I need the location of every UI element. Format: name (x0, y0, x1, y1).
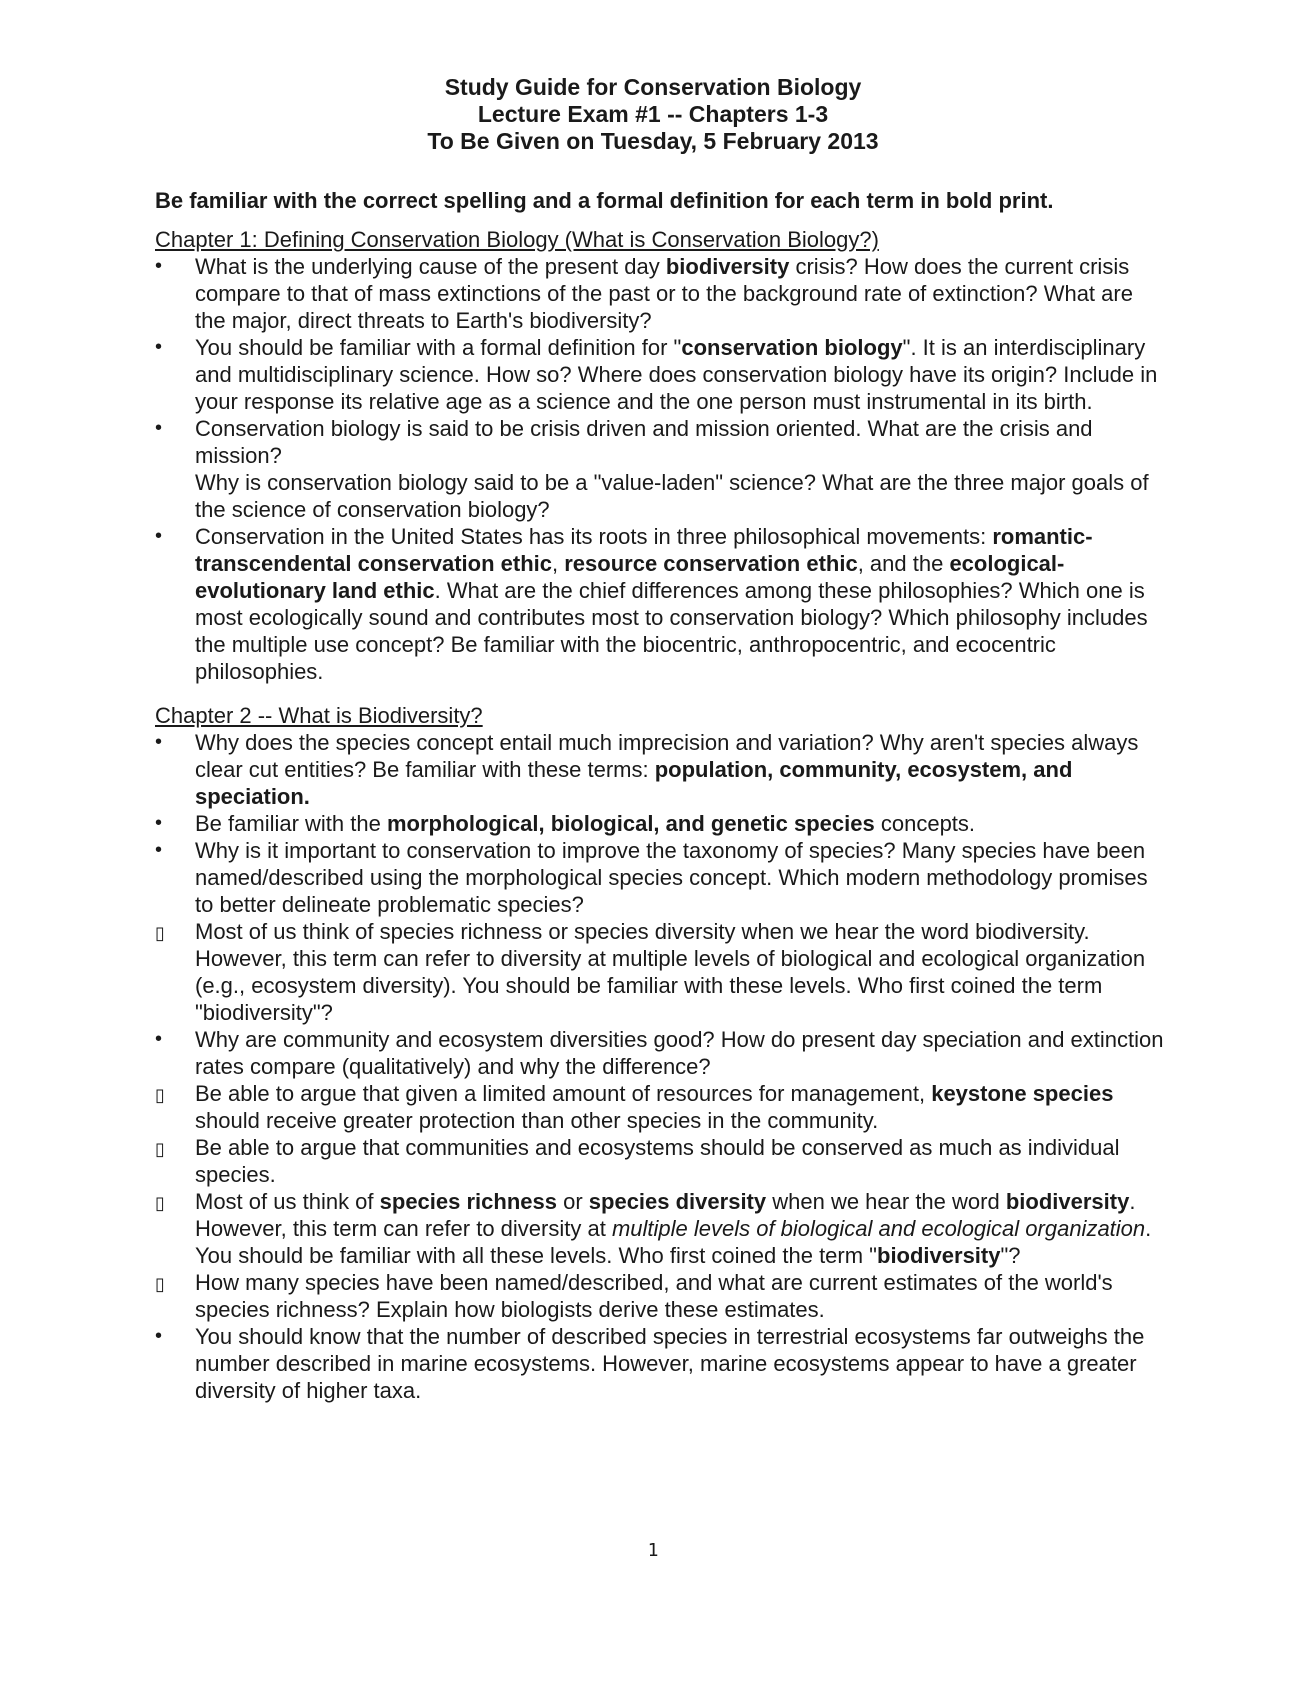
text-run: concepts. (874, 811, 976, 836)
list-item (155, 1323, 1165, 1404)
bold-term: species richness (379, 1189, 557, 1214)
bold-term: biodiversity (1005, 1189, 1130, 1214)
bold-term: resource conservation ethic (564, 551, 858, 576)
list-item (155, 810, 1165, 837)
text-run: You should be familiar with a formal definition for " (195, 335, 682, 360)
text-run: ". It is an interdisciplinary and multidisciplinary science. How so? Where does conservation biology have its origin? Include in your response its relative age as a science and the one person must instrumental in its birth. (195, 335, 1158, 414)
title-line-2: Lecture Exam #1 -- Chapters 1-3 (477, 101, 829, 127)
title-line-3: To Be Given on Tuesday, 5 February 2013 (427, 128, 879, 154)
text-run: Conservation in the United States has its roots in three philosophical movements: (195, 524, 993, 549)
bold-term: romantic-transcendental conservation ethic (195, 524, 1093, 576)
bold-term: population, community, ecosystem, and speciation. (195, 757, 1073, 809)
bold-term: conservation biology (681, 335, 903, 360)
list-item (155, 1134, 1165, 1188)
chapter-2-section (155, 702, 1165, 1404)
text-run: Why does the species concept entail much imprecision and variation? Why aren't species always clear cut entities? Be familiar with these terms: (195, 730, 1139, 782)
bold-term: biodiversity (877, 1243, 1001, 1268)
text-run: , and the (857, 551, 950, 576)
text-run: Most of us think of species richness or species diversity when we hear the word biodiversity. However, this term can refer to diversity at multiple levels of biological and ecological organization (e.g., ecosystem diversity). You should be familiar with these levels. Who first coined the term "biodiversity"? (195, 919, 1146, 1025)
text-run: . However, this term can refer to diversity at (195, 1189, 1136, 1241)
document-title (0, 74, 1306, 155)
chapter-2-heading: Chapter 2 -- What is Biodiversity? (155, 703, 483, 728)
chapter-2-list (155, 729, 1165, 1404)
page-number: 1 (647, 1540, 659, 1561)
list-item (155, 1188, 1165, 1269)
list-item (155, 334, 1165, 415)
chapter-1-section (155, 226, 1165, 685)
text-run: What is the underlying cause of the present day (195, 254, 666, 279)
missing-glyph-marker: ▯ (155, 1274, 165, 1295)
list-item (155, 837, 1165, 918)
list-item (155, 1026, 1165, 1080)
bullet-marker: • (155, 812, 163, 834)
text-run: . What are the chief differences among these philosophies? Which one is most ecologically sound and contributes most to conservation biology? Which philosophy includes the multiple use concept? Be familiar with the biocentric, anthropocentric, and ecocentric philosophies. (195, 578, 1148, 684)
text-run: Be able to argue that given a limited amount of resources for management, (195, 1081, 932, 1106)
bullet-marker: • (155, 336, 163, 358)
bullet-marker: • (155, 839, 163, 861)
item-text (195, 254, 1133, 333)
list-item (155, 415, 1165, 523)
text-run: You should know that the number of described species in terrestrial ecosystems far outweighs the number described in marine ecosystems. However, marine ecosystems appear to have a greater diversity of higher taxa. (195, 1324, 1145, 1403)
text-run: or (556, 1189, 589, 1214)
item-text (195, 1027, 1164, 1079)
text-run: Most of us think of (195, 1189, 380, 1214)
item-text (195, 811, 975, 836)
missing-glyph-marker: ▯ (155, 923, 165, 944)
bullet-marker: • (155, 1028, 163, 1050)
text-run: should receive greater protection than other species in the community. (195, 1108, 879, 1133)
bullet-marker: • (155, 731, 163, 753)
list-item (155, 1080, 1165, 1134)
text-run: "? (1000, 1243, 1021, 1268)
text-run: Be familiar with the (195, 811, 387, 836)
text-run: Why are community and ecosystem diversities good? How do present day speciation and extinction rates compare (qualitatively) and why the difference? (195, 1027, 1164, 1079)
list-item (155, 253, 1165, 334)
intro-instruction: Be familiar with the correct spelling and a formal definition for each term in bold print. (155, 188, 1054, 213)
item-text (195, 919, 1145, 1025)
bold-term: species diversity (588, 1189, 767, 1214)
bullet-marker: • (155, 255, 163, 277)
text-run: when we hear the word (766, 1189, 1006, 1214)
item-text (195, 1081, 1113, 1133)
item-text (195, 1189, 1151, 1268)
item-text (195, 524, 1148, 684)
title-line-1: Study Guide for Conservation Biology (444, 74, 862, 100)
list-item (155, 918, 1165, 1026)
chapter-1-list (155, 253, 1165, 685)
list-item (155, 729, 1165, 810)
text-run: crisis? How does the current crisis compare to that of mass extinctions of the past or to the background rate of extinction? What are the major, direct threats to Earth's biodiversity? (195, 254, 1133, 333)
text-run: . You should be familiar with all these levels. Who first coined the term " (195, 1216, 1152, 1268)
text-run: Why is it important to conservation to improve the taxonomy of species? Many species have been named/described using the morphological species concept. Which modern methodology promises to better delineate problematic species? (195, 838, 1148, 917)
bold-term: morphological, biological, and genetic species (386, 811, 875, 836)
bold-term: keystone species (931, 1081, 1114, 1106)
missing-glyph-marker: ▯ (155, 1139, 165, 1160)
italic-text: multiple levels of biological and ecological organization (611, 1216, 1146, 1241)
missing-glyph-marker: ▯ (155, 1085, 165, 1106)
text-run: Be able to argue that communities and ecosystems should be conserved as much as individual species. (195, 1135, 1120, 1187)
bold-term: biodiversity (665, 254, 790, 279)
item-text (195, 335, 1157, 414)
text-run: How many species have been named/described, and what are current estimates of the world's species richness? Explain how biologists derive these estimates. (195, 1270, 1113, 1322)
item-text (195, 730, 1138, 809)
chapter-1-heading: Chapter 1: Defining Conservation Biology (What is Conservation Biology?) (155, 227, 879, 252)
item-text (195, 1324, 1144, 1403)
list-item (155, 523, 1165, 685)
item-text (195, 1135, 1120, 1187)
text-run: Conservation biology is said to be crisis driven and mission oriented. What are the crisis and mission? (195, 416, 1093, 468)
bullet-marker: • (155, 525, 163, 547)
bullet-marker: • (155, 417, 163, 439)
bold-term: ecological-evolutionary land ethic (195, 551, 1065, 603)
text-run: Why is conservation biology said to be a "value-laden" science? What are the three major goals of the science of conservation biology? (195, 470, 1149, 522)
list-item (155, 1269, 1165, 1323)
text-run: , (552, 551, 565, 576)
bullet-marker: • (155, 1325, 163, 1347)
item-text (195, 838, 1148, 917)
item-text (195, 416, 1149, 522)
missing-glyph-marker: ▯ (155, 1193, 165, 1214)
item-text (195, 1270, 1113, 1322)
